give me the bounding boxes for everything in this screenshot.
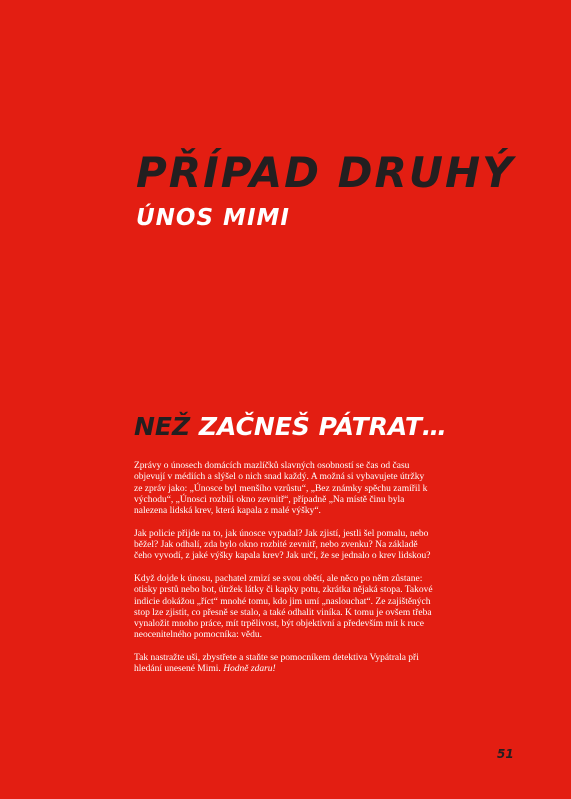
paragraph-1: Zprávy o únosech domácích mazlíčků slavných osobností se čas od času objevují v médiích a slýšel o nich snad každý. A možná si vybavujete útržky ze zpráv jako: „Únosce byl menšího vzrůstu“, „Bez známky spěchu zamířil k východu“, „Únosci rozbili okno zevnitř“, případně „Na místě činu byla nalezena lidská krev, která kapala z malé výšky“. bbox=[134, 461, 428, 517]
paragraph-4-emphasis: Hodně zdaru! bbox=[223, 664, 276, 675]
page-number: 51 bbox=[497, 747, 514, 761]
body-text bbox=[134, 461, 434, 687]
section-heading bbox=[134, 411, 447, 443]
chapter-title: PŘÍPAD DRUHÝ bbox=[136, 148, 515, 197]
paragraph-2: Jak policie přijde na to, jak únosce vypadal? Jak zjistí, jestli šel pomalu, nebo běžel? Jak odhalí, zda bylo okno rozbité zevnitř, nebo zvenku? Na základě čeho vyvodí, z jaké výšky kapala krev? Jak určí, že se jednalo o krev lidskou? bbox=[134, 528, 431, 562]
paragraph-3: Když dojde k únosu, pachatel zmizí se svou obětí, ale něco po něm zůstane: otisky prstů nebo bot, útržek látky či kapky potu, zkrátka nějaká stopa. Takové indicie dokážou „říct“ mnohé tomu, kdo jim umí „naslouchat“. Ze zajištěných stop lze zjistit, co přesně se stalo, a také odhalit viníka. K tomu je ovšem třeba vynaložit mnoho práce, mít trpělivost, být objektivní a především mít k ruce neocenitelného pomocníka: vědu. bbox=[134, 573, 433, 641]
section-heading-part1: NEŽ bbox=[134, 412, 191, 441]
paragraph-4-text: Tak nastražte uši, zbystřete a staňte se pomocníkem detektiva Vypátrala při hledání unesené Mimi. bbox=[134, 653, 419, 675]
chapter-subtitle: ÚNOS MIMI bbox=[136, 205, 290, 231]
section-heading-part2: ZAČNEŠ PÁTRAT… bbox=[198, 412, 447, 441]
paragraph-4 bbox=[134, 653, 434, 676]
